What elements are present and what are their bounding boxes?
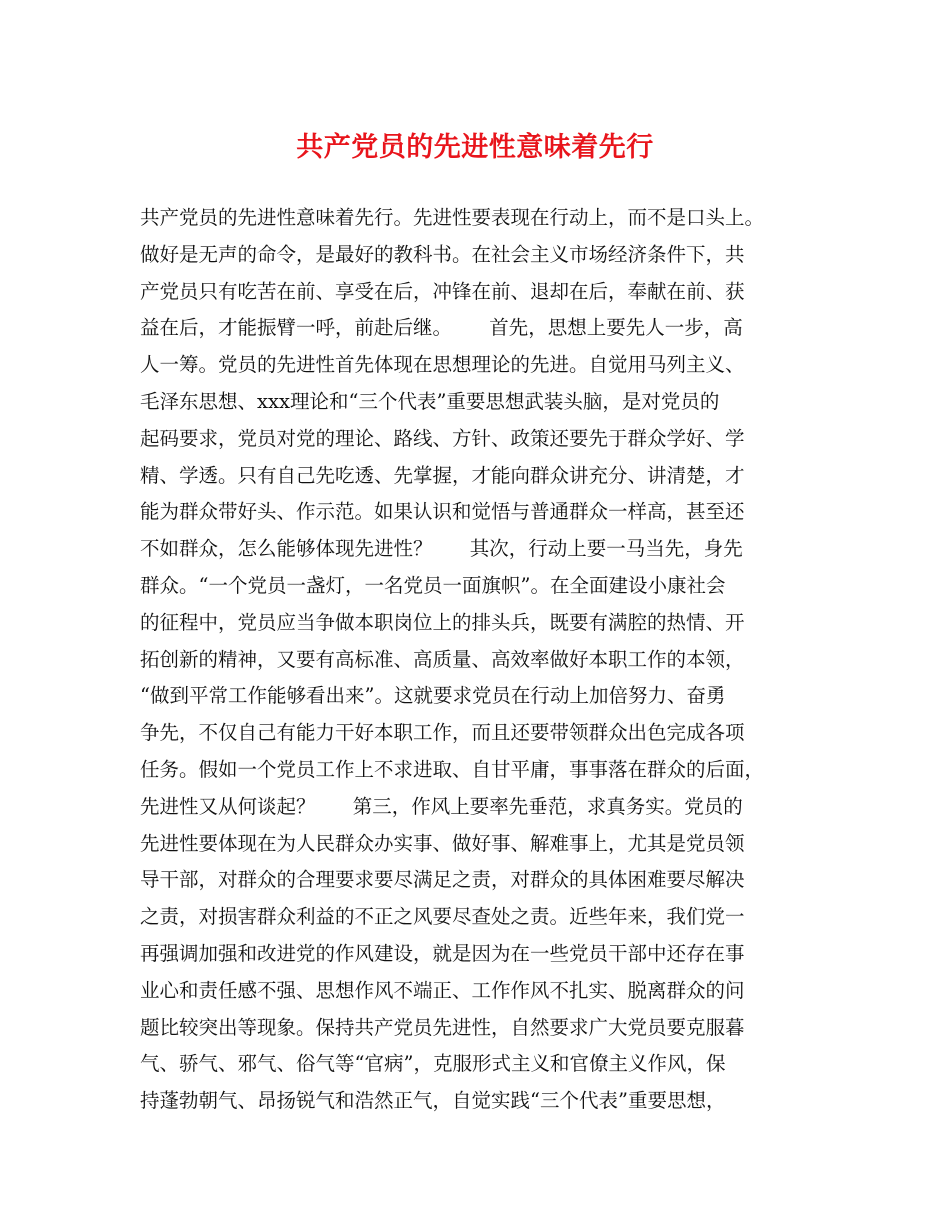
body-line: 导干部，对群众的合理要求要尽满足之责，对群众的具体困难要尽解决 [140, 868, 745, 892]
body-line: 毛泽东思想、xxx理论和“三个代表”重要思想武装头脑，是对党员的 [140, 389, 720, 413]
body-line: 持蓬勃朝气、昂扬锐气和浩然正气，自觉实践“三个代表”重要思想， [140, 1089, 726, 1113]
body-line: 精、学透。只有自己先吃透、先掌握，才能向群众讲充分、讲清楚，才 [140, 463, 745, 487]
body-line: 先进性又从何谈起？ 第三，作风上要率先垂范，求真务实。党员的 [140, 794, 743, 818]
body-line: 再强调加强和改进党的作风建设，就是因为在一些党员干部中还存在事 [140, 941, 745, 965]
body-line: 不如群众，怎么能够体现先进性？ 其次，行动上要一马当先，身先 [140, 537, 743, 561]
body-line: 争先，不仅自己有能力干好本职工作，而且还要带领群众出色完成各项 [140, 721, 745, 745]
document-body [140, 200, 830, 1120]
body-line: 共产党员的先进性意味着先行。先进性要表现在行动上，而不是口头上。 [140, 206, 765, 229]
body-line: 益在后，才能振臂一呼，前赴后继。 首先，思想上要先人一步，高 [140, 316, 743, 340]
body-line: 题比较突出等现象。保持共产党员先进性，自然要求广大党员要克服暮 [140, 1015, 745, 1039]
document-title: 共产党员的先进性意味着先行 [296, 132, 654, 163]
body-line: 业心和责任感不强、思想作风不端正、工作作风不扎实、脱离群众的问 [140, 978, 745, 1002]
body-line: 产党员只有吃苦在前、享受在后，冲锋在前、退却在后，奉献在前、获 [140, 279, 745, 303]
body-line: 群众。“一个党员一盏灯，一名党员一面旗帜”。在全面建设小康社会 [140, 573, 726, 597]
body-line: “做到平常工作能够看出来”。这就要求党员在行动上加倍努力、奋勇 [140, 684, 726, 708]
body-line: 之责，对损害群众利益的不正之风要尽查处之责。近些年来，我们党一 [140, 905, 745, 929]
body-line: 气、骄气、邪气、俗气等“官病”，克服形式主义和官僚主义作风，保 [140, 1052, 726, 1076]
body-line: 起码要求，党员对党的理论、路线、方针、政策还要先于群众学好、学 [140, 426, 745, 450]
body-line: 做好是无声的命令，是最好的教科书。在社会主义市场经济条件下，共 [140, 242, 745, 266]
body-line: 先进性要体现在为人民群众办实事、做好事、解难事上，尤其是党员领 [140, 831, 745, 855]
body-line: 拓创新的精神，又要有高标准、高质量、高效率做好本职工作的本领， [140, 647, 745, 671]
body-line: 人一筹。党员的先进性首先体现在思想理论的先进。自觉用马列主义、 [140, 353, 745, 377]
body-line: 的征程中，党员应当争做本职岗位上的排头兵，既要有满腔的热情、开 [140, 610, 745, 634]
body-line: 能为群众带好头、作示范。如果认识和觉悟与普通群众一样高，甚至还 [140, 500, 745, 524]
body-line: 任务。假如一个党员工作上不求进取、自甘平庸，事事落在群众的后面， [140, 757, 765, 781]
